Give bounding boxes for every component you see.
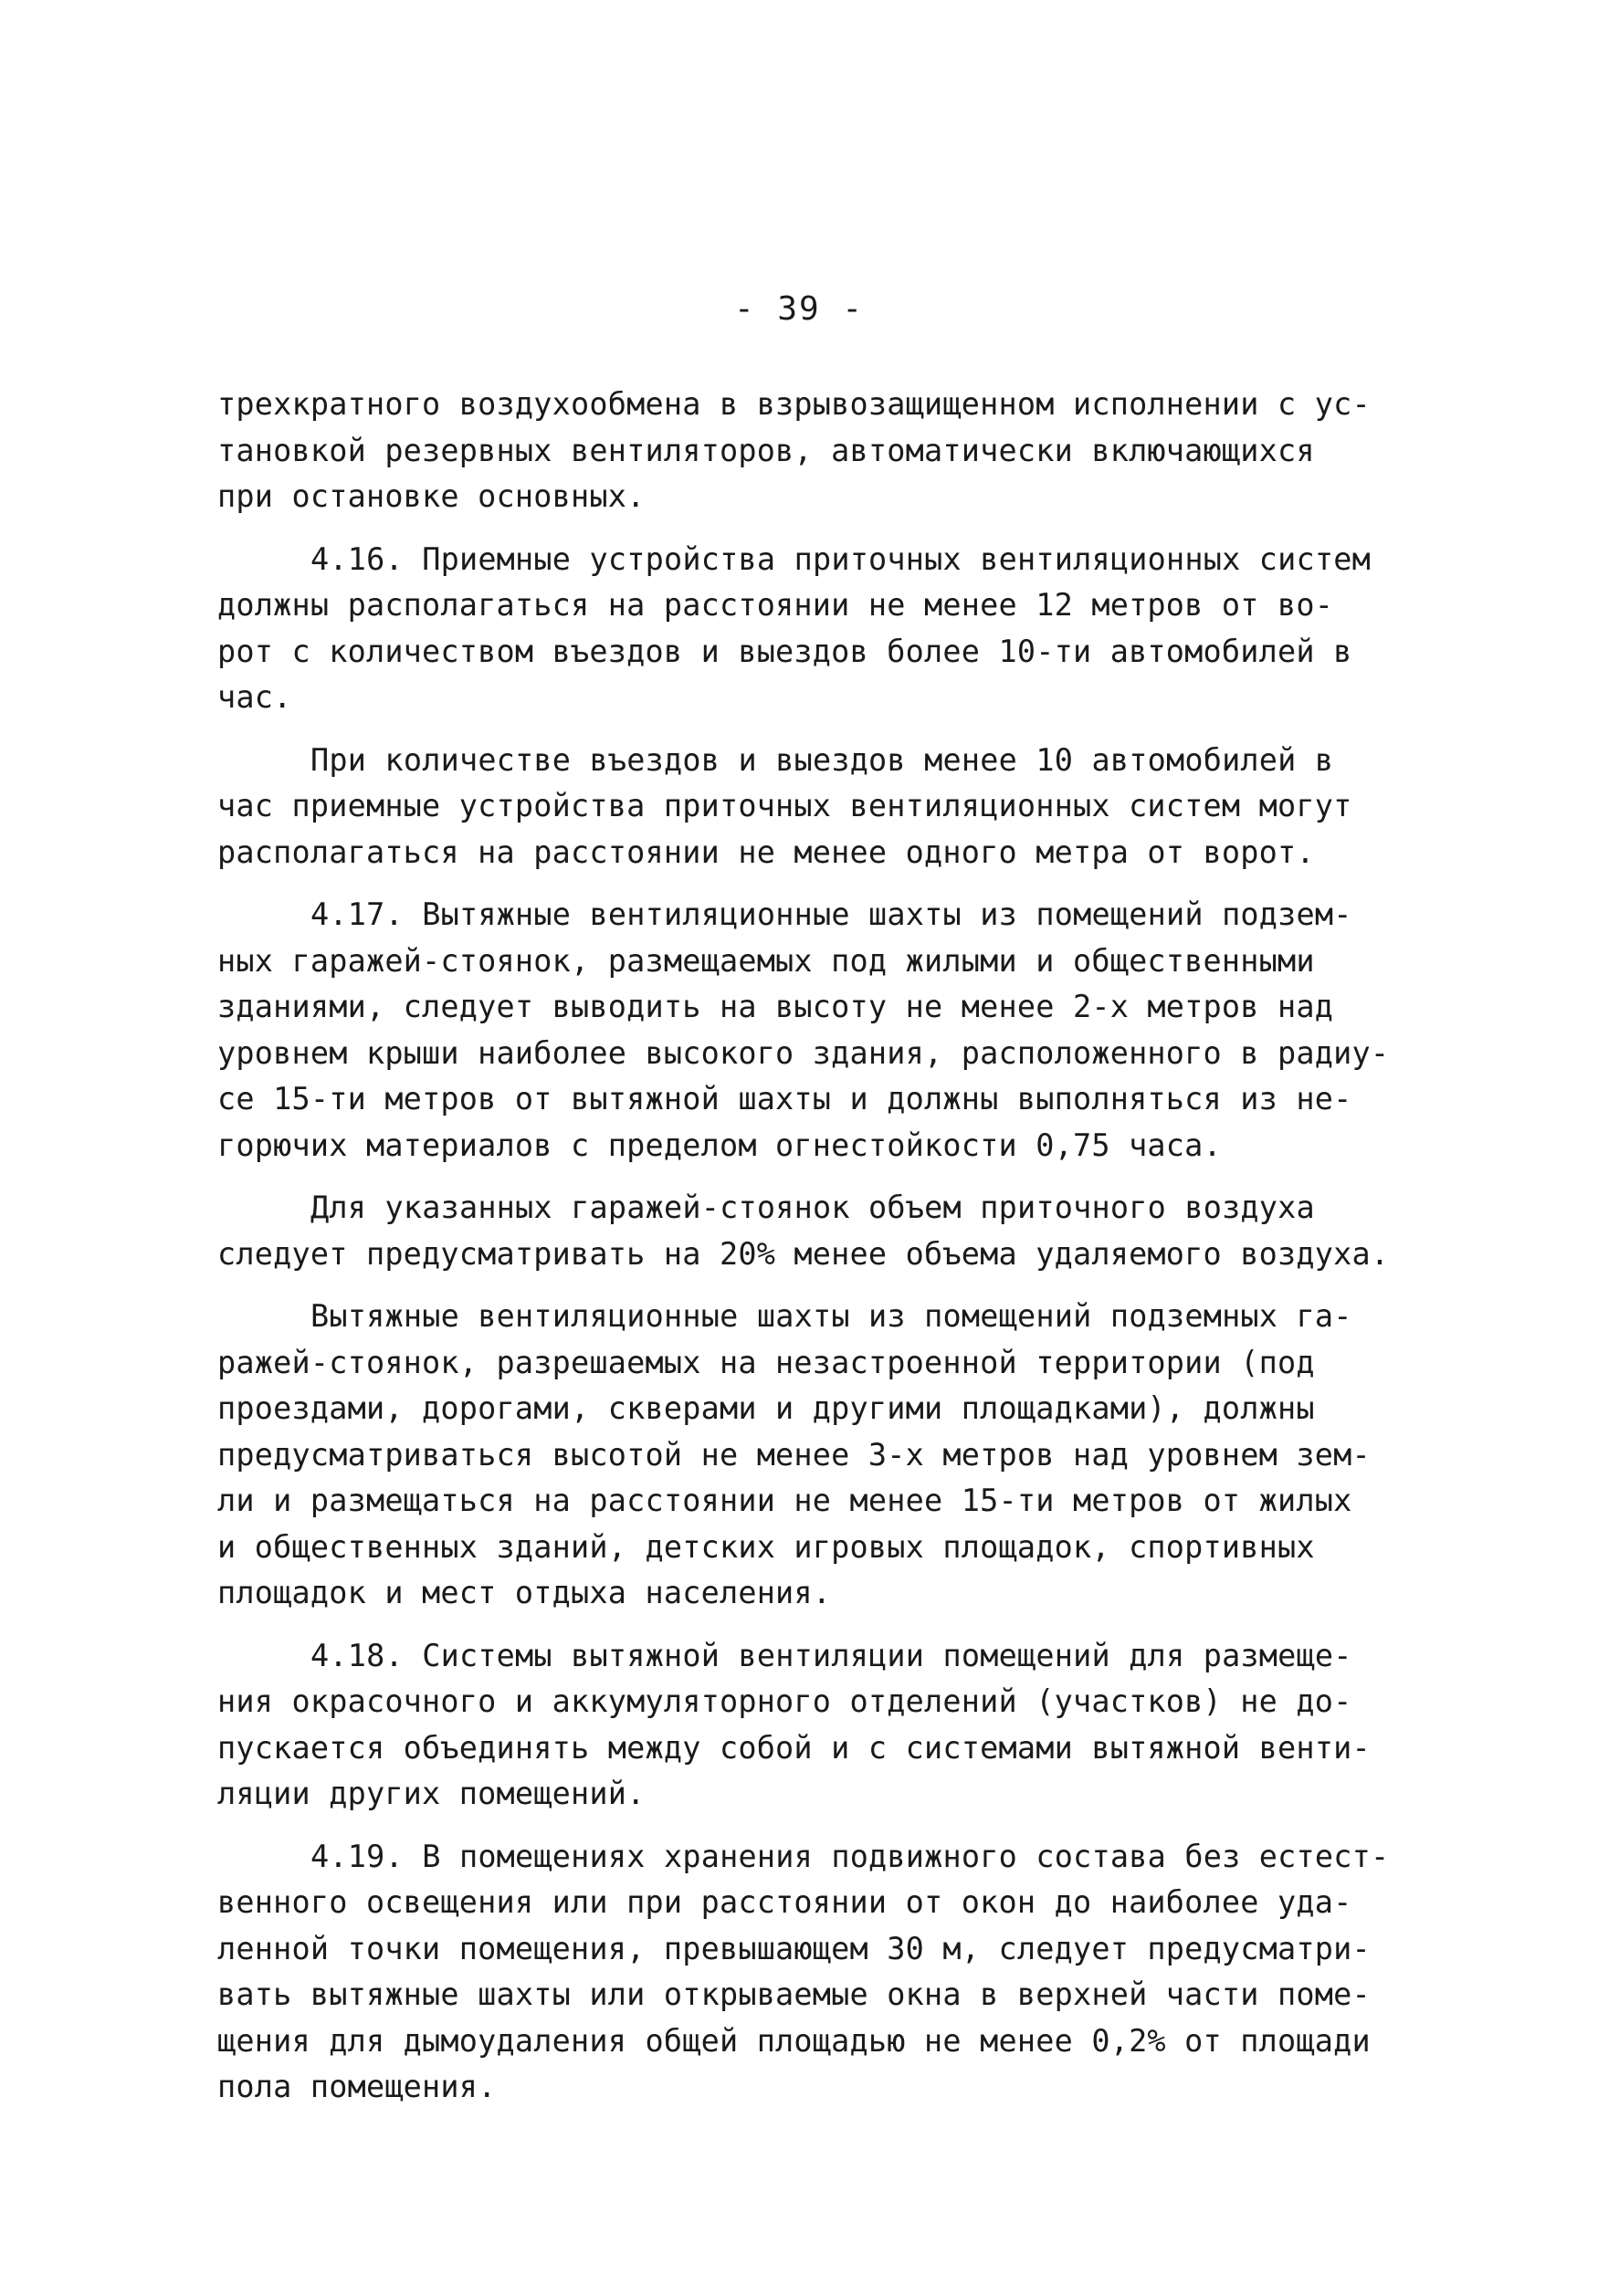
text-line: 4.17. Вытяжные вентиляционные шахты из помещений подзем-	[310, 896, 1352, 932]
text-line: венного освещения или при расстоянии от окон до наиболее уда-	[217, 1884, 1352, 1920]
paragraph	[217, 738, 1404, 876]
text-line: час.	[217, 679, 292, 715]
text-line: Вытяжные вентиляционные шахты из помещений подземных га-	[310, 1298, 1352, 1334]
text-line: Для указанных гаражей-стоянок объем приточного воздуха	[310, 1190, 1315, 1225]
text-line: 4.19. В помещениях хранения подвижного состава без естест-	[310, 1838, 1390, 1874]
text-line: вать вытяжные шахты или открываемые окна в верхней части поме-	[217, 1976, 1371, 2012]
paragraph	[217, 382, 1404, 520]
text-line: ных гаражей-стоянок, размещаемых под жилыми и общественными	[217, 942, 1315, 979]
text-line: площадок и мест отдыха населения.	[217, 1575, 832, 1610]
paragraph	[217, 1185, 1404, 1277]
text-line: час приемные устройства приточных вентиляционных систем могут	[217, 788, 1352, 823]
text-line: трехкратного воздухообмена в взрывозащищенном исполнении с ус-	[217, 386, 1371, 422]
text-line: при остановке основных.	[217, 478, 646, 514]
paragraph	[217, 1834, 1404, 2111]
text-line: тановкой резервных вентиляторов, автоматически включающихся	[217, 432, 1315, 468]
text-line: щения для дымоудаления общей площадью не менее 0,2% от площади	[217, 2022, 1371, 2059]
text-line: пускается объединять между собой и с системами вытяжной венти-	[217, 1729, 1371, 1766]
text-line: ленной точки помещения, превышающем 30 м, следует предусматри-	[217, 1930, 1371, 1966]
text-line: уровнем крыши наиболее высокого здания, расположенного в радиу-	[217, 1034, 1390, 1071]
text-line: следует предусматривать на 20% менее объема удаляемого воздуха.	[217, 1235, 1390, 1272]
text-line: ли и размещаться на расстоянии не менее 15-ти метров от жилых	[217, 1483, 1352, 1518]
text-line: предусматриваться высотой не менее 3-х метров над уровнем зем-	[217, 1436, 1371, 1473]
text-line: рот с количеством въездов и выездов более 10-ти автомобилей в	[217, 633, 1352, 669]
text-line: 4.18. Системы вытяжной вентиляции помещений для размеще-	[310, 1637, 1352, 1673]
text-line: проездами, дорогами, скверами и другими площадками), должны	[217, 1390, 1315, 1426]
page-number: - 39 -	[733, 290, 865, 328]
paragraph	[217, 1294, 1404, 1617]
paragraph	[217, 892, 1404, 1169]
text-line: должны располагаться на расстоянии не менее 12 метров от во-	[217, 587, 1334, 623]
paragraph	[217, 1633, 1404, 1818]
text-line: горючих материалов с пределом огнестойкости 0,75 часа.	[217, 1127, 1222, 1163]
text-line: се 15-ти метров от вытяжной шахты и должны выполняться из не-	[217, 1081, 1352, 1117]
text-line: зданиями, следует выводить на высоту не менее 2-х метров над	[217, 989, 1334, 1024]
text-line: 4.16. Приемные устройства приточных вентиляционных систем	[310, 540, 1372, 577]
text-line: располагаться на расстоянии не менее одного метра от ворот.	[217, 833, 1315, 870]
paragraph	[217, 537, 1404, 721]
text-line: ляции других помещений.	[217, 1776, 646, 1811]
text-line: и общественных зданий, детских игровых площадок, спортивных	[217, 1528, 1315, 1565]
text-line: пола помещения.	[217, 2069, 497, 2104]
text-line: ражей-стоянок, разрешаемых на незастроенной территории (под	[217, 1344, 1315, 1380]
document-body	[217, 382, 1404, 2111]
text-line: При количестве въездов и выездов менее 10 автомобилей в	[310, 741, 1334, 778]
text-line: ния окрасочного и аккумуляторного отделений (участков) не до-	[217, 1683, 1352, 1719]
